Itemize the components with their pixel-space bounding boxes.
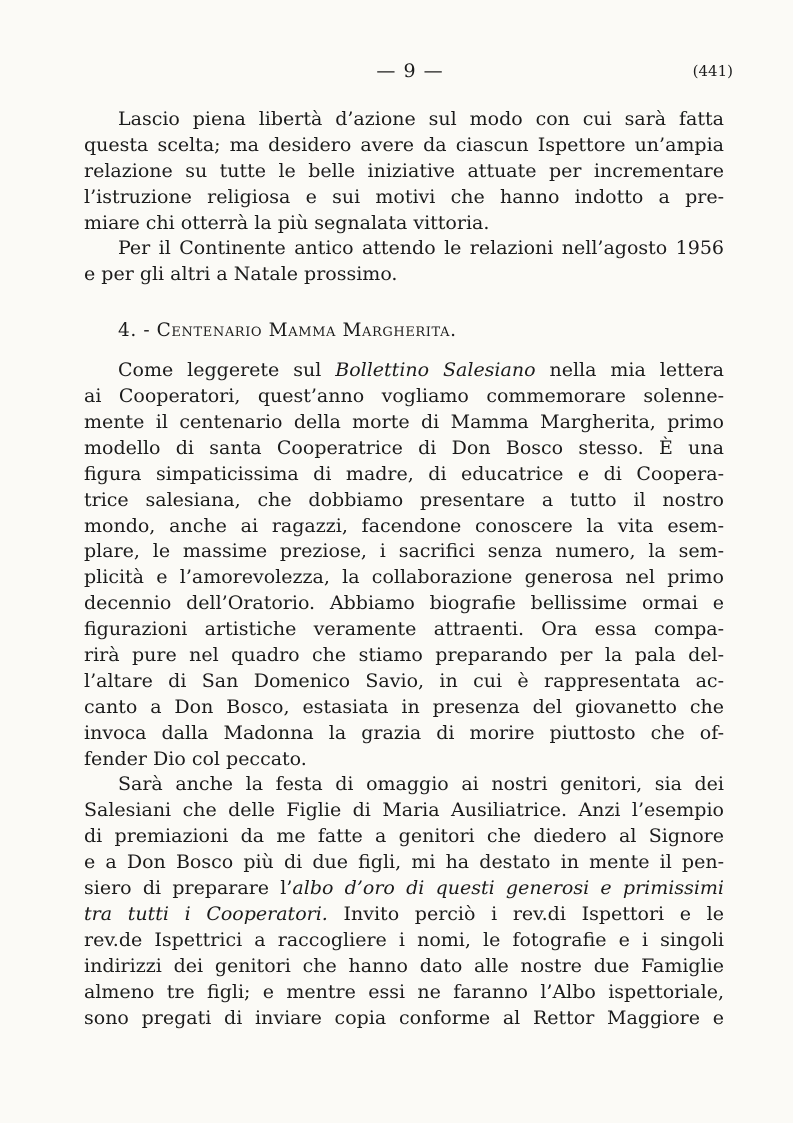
text-line: e a Don Bosco più di due figli, mi ha destato in mente il pen- [84,851,724,874]
page-header [0,60,793,90]
text-line: rirà pure nel quadro che stiamo preparando per la pala del- [84,644,724,667]
paragraph [84,358,724,772]
text-line: ai Cooperatori, quest’anno vogliamo commemorare solenne- [84,385,724,408]
text-line: almeno tre figli; e mentre essi ne faranno l’Albo ispettoriale, [84,980,724,1003]
body-text [84,107,724,1031]
text-line: decennio dell’Oratorio. Abbiamo biografie bellissime ormai e [84,592,724,615]
italic-run: albo d’oro di questi generosi e primissimi [292,877,724,900]
text-line [84,358,724,384]
text-line: mondo, anche ai ragazzi, facendone conoscere la vita esem- [84,514,724,537]
italic-run: Bollettino Salesiano [335,359,536,382]
text-line: invoca dalla Madonna la grazia di morire piuttosto che of- [84,721,724,744]
text-line: Per il Continente antico attendo le relazioni nell’agosto 1956 [118,237,724,260]
text-run: nella mia lettera [535,359,724,382]
text-line: plare, le massime preziose, i sacrifici senza numero, la sem- [84,540,724,563]
text-line: modello di santa Cooperatrice di Don Bosco stesso. È una [84,436,724,459]
page-number: — 9 — [376,60,444,82]
text-line [84,876,724,902]
text-line: miare chi otterrà la più segnalata vittoria. [84,211,490,234]
text-line: figurazioni artistiche veramente attraenti. Ora essa compa- [84,618,724,641]
paragraph [84,107,724,236]
text-line: e per gli altri a Natale prossimo. [84,263,398,286]
text-line: canto a Don Bosco, estasiata in presenza del giovanetto che [84,695,724,718]
paragraph [84,772,724,1031]
text-line: rev.de Ispettrici a raccogliere i nomi, le fotografie e i singoli [84,928,724,951]
text-line: trice salesiana, che dobbiamo presentare a tutto il nostro [84,488,724,511]
text-run: siero di preparare l’ [84,877,293,900]
text-line: l’istruzione religiosa e sui motivi che hanno indotto a pre- [84,185,724,208]
text-line: figura simpaticissima di madre, di educatrice e di Coopera- [84,462,724,485]
text-line: Lascio piena libertà d’azione sul modo con cui sarà fatta [118,108,724,130]
text-line: relazione su tutte le belle iniziative attuate per incrementare [84,159,724,182]
text-line: sono pregati di inviare copia conforme al Rettor Maggiore e [84,1006,724,1029]
text-line: Salesiani che delle Figlie di Maria Ausiliatrice. Anzi l’esempio [84,799,724,822]
paragraph [84,236,724,288]
text-line: plicità e l’amorevolezza, la collaborazione generosa nel primo [84,566,724,589]
text-line: di premiazioni da me fatte a genitori che diedero al Signore [84,825,724,848]
page-reference: (441) [692,62,733,80]
text-run: Invito perciò i rev.di Ispettori e le [327,902,725,925]
text-line: indirizzi dei genitori che hanno dato alle nostre due Famiglie [84,954,724,977]
text-line: fender Dio col peccato. [84,747,307,770]
text-run: Come leggerete sul [118,359,336,382]
text-line: l’altare di San Domenico Savio, in cui è rappresentata ac- [84,669,724,692]
text-line: Sarà anche la festa di omaggio ai nostri genitori, sia dei [118,773,724,796]
text-line: questa scelta; ma desidero avere da ciascun Ispettore un’ampia [84,133,724,156]
spacer [84,288,724,314]
italic-run: tra tutti i Cooperatori. [84,902,328,925]
section-heading: 4. - Centenario Mamma Margherita. [118,320,457,342]
text-line: mente il centenario della morte di Mamma Margherita, primo [84,411,724,434]
text-line [84,902,724,928]
